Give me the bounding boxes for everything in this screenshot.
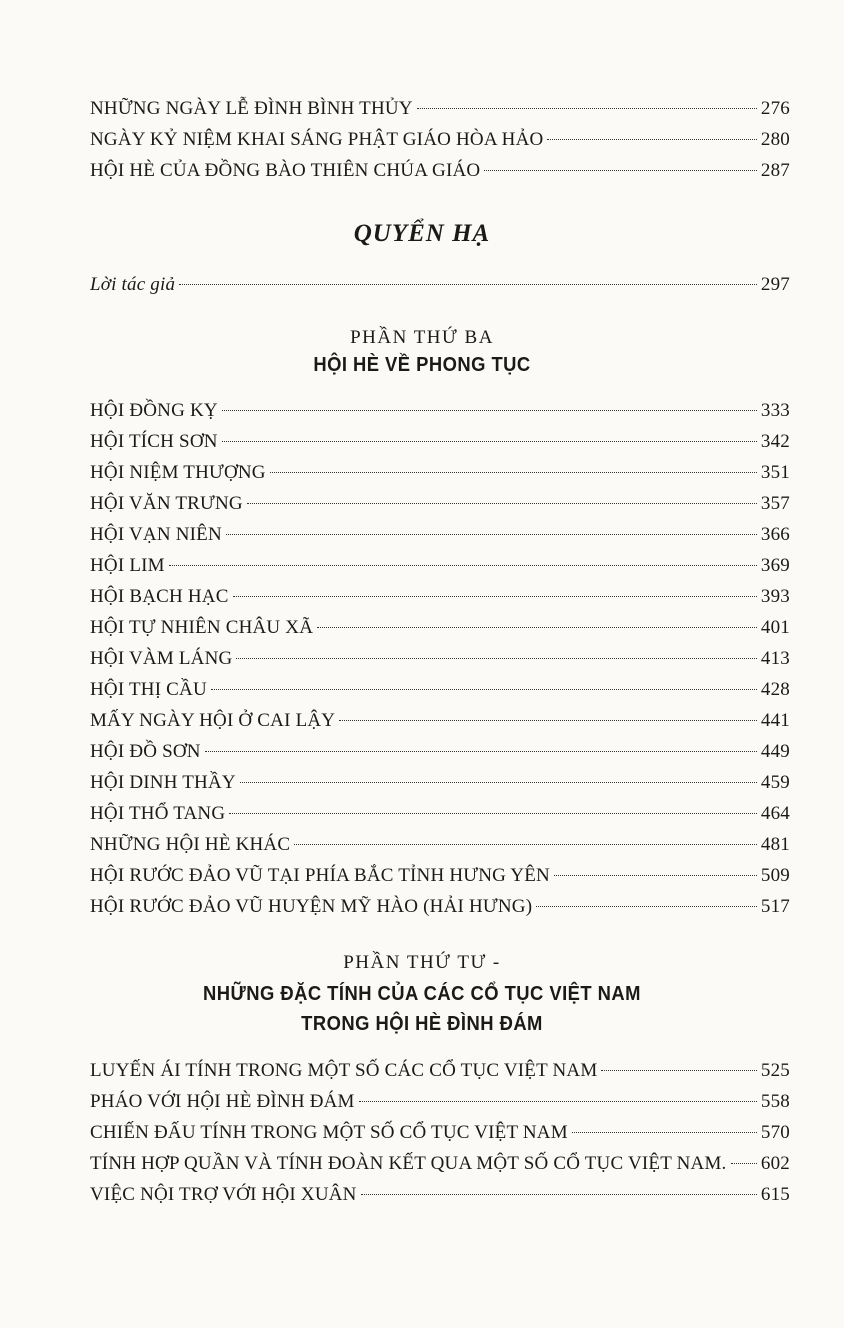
toc-entry-page: 509 xyxy=(760,865,790,886)
toc-entry-title: CHIẾN ĐẤU TÍNH TRONG MỘT SỐ CỔ TỤC VIỆT NAM xyxy=(90,1122,568,1143)
toc-entry-page: 449 xyxy=(760,741,790,762)
toc-entry-page: 517 xyxy=(760,896,790,917)
toc-entry-page: 287 xyxy=(760,160,790,181)
toc-entry[interactable] xyxy=(90,798,790,829)
dot-leader xyxy=(484,170,757,171)
dot-leader xyxy=(240,782,757,783)
part3-title: HỘI HÈ VỀ PHONG TỤC xyxy=(313,354,531,376)
toc-entry-title: NHỮNG HỘI HÈ KHÁC xyxy=(90,834,291,855)
toc-entry-title: HỘI TỰ NHIÊN CHÂU XÃ xyxy=(90,617,314,638)
toc-entry-title: HỘI RƯỚC ĐẢO VŨ HUYỆN MỸ HÀO (HẢI HƯNG) xyxy=(90,896,533,917)
toc-entry-page: 369 xyxy=(760,555,790,576)
toc-entry[interactable] xyxy=(90,1086,790,1117)
toc-entry[interactable] xyxy=(90,155,790,186)
toc-entry-title: HỘI ĐỒNG KỴ xyxy=(90,400,218,421)
toc-entry-page: 297 xyxy=(760,274,790,295)
toc-entry[interactable] xyxy=(90,550,790,581)
dot-leader xyxy=(547,139,756,140)
toc-entry-page: 558 xyxy=(760,1091,790,1112)
toc-entry[interactable] xyxy=(90,1148,790,1179)
toc-entry-page: 280 xyxy=(760,129,790,150)
toc-entry-title: HỘI THỊ CẦU xyxy=(90,679,207,700)
part4-label: PHẦN THỨ TƯ - xyxy=(343,952,501,973)
toc-entry-title: HỘI DINH THẦY xyxy=(90,772,236,793)
toc-entry-title: TÍNH HỢP QUẦN VÀ TÍNH ĐOÀN KẾT QUA MỘT SỐ CỔ TỤC VIỆT NAM. xyxy=(90,1153,727,1174)
dot-leader xyxy=(222,441,757,442)
dot-leader xyxy=(247,503,757,504)
toc-entry-title: HỘI ĐỒ SƠN xyxy=(90,741,201,762)
toc-entry-page: 570 xyxy=(760,1122,790,1143)
toc-entry[interactable] xyxy=(90,581,790,612)
toc-entry[interactable] xyxy=(90,93,790,124)
dot-leader xyxy=(359,1101,757,1102)
toc-entry-title: NGÀY KỶ NIỆM KHAI SÁNG PHẬT GIÁO HÒA HẢO xyxy=(90,129,544,150)
toc-entry-page: 413 xyxy=(760,648,790,669)
part3-label: PHẦN THỨ BA xyxy=(350,327,494,348)
toc-entry-page: 441 xyxy=(760,710,790,731)
dot-leader xyxy=(226,534,757,535)
dot-leader xyxy=(536,906,757,907)
toc-entry-page: 276 xyxy=(760,98,790,119)
toc-entry-title: MẤY NGÀY HỘI Ở CAI LẬY xyxy=(90,710,336,731)
toc-entry-page: 615 xyxy=(760,1184,790,1205)
toc-entry-title: HỘI TÍCH SƠN xyxy=(90,431,218,452)
toc-entry-title: LUYẾN ÁI TÍNH TRONG MỘT SỐ CÁC CỔ TỤC VIỆT NAM xyxy=(90,1060,598,1081)
toc-entry[interactable] xyxy=(90,426,790,457)
toc-entry-page: 342 xyxy=(760,431,790,452)
toc-entry[interactable] xyxy=(90,395,790,426)
toc-entry[interactable] xyxy=(90,767,790,798)
toc-entry-page: 459 xyxy=(760,772,790,793)
dot-leader xyxy=(229,813,757,814)
toc-entry[interactable] xyxy=(90,1117,790,1148)
toc-entry[interactable] xyxy=(90,891,790,922)
toc-entry[interactable] xyxy=(90,736,790,767)
dot-leader xyxy=(205,751,757,752)
dot-leader xyxy=(169,565,757,566)
toc-entry-page: 602 xyxy=(760,1153,790,1174)
toc-entry-title: HỘI BẠCH HẠC xyxy=(90,586,229,607)
toc-entry-title: PHÁO VỚI HỘI HÈ ĐÌNH ĐÁM xyxy=(90,1091,355,1112)
toc-part4-list xyxy=(90,1055,790,1210)
dot-leader xyxy=(179,284,757,285)
toc-entry-page: 481 xyxy=(760,834,790,855)
part4-title-line1: NHỮNG ĐẶC TÍNH CỦA CÁC CỔ TỤC VIỆT NAM xyxy=(203,983,641,1005)
book-title: QUYỂN HẠ xyxy=(353,220,491,247)
toc-entry-title: VIỆC NỘI TRỢ VỚI HỘI XUÂN xyxy=(90,1184,357,1205)
dot-leader xyxy=(317,627,757,628)
toc-entry-page: 366 xyxy=(760,524,790,545)
toc-part3-list xyxy=(90,395,790,922)
toc-entry[interactable] xyxy=(90,519,790,550)
toc-entry-title: HỘI LIM xyxy=(90,555,165,576)
toc-preface xyxy=(90,269,790,300)
dot-leader xyxy=(233,596,757,597)
toc-entry[interactable] xyxy=(90,124,790,155)
toc-entry[interactable] xyxy=(90,1055,790,1086)
dot-leader xyxy=(554,875,757,876)
dot-leader xyxy=(339,720,757,721)
part4-title-line2: TRONG HỘI HÈ ĐÌNH ĐÁM xyxy=(301,1013,543,1035)
toc-entry-title: HỘI VĂN TRƯNG xyxy=(90,493,243,514)
toc-entry-page: 333 xyxy=(760,400,790,421)
toc-entry-page: 401 xyxy=(760,617,790,638)
toc-entry-title: Lời tác giả xyxy=(90,274,176,295)
toc-entry-title: HỘI HÈ CỦA ĐỒNG BÀO THIÊN CHÚA GIÁO xyxy=(90,160,481,181)
dot-leader xyxy=(417,108,757,109)
toc-entry-page: 525 xyxy=(760,1060,790,1081)
toc-entry-title: HỘI VẠN NIÊN xyxy=(90,524,222,545)
toc-entry-page: 357 xyxy=(760,493,790,514)
toc-entry[interactable] xyxy=(90,829,790,860)
toc-entry-page: 464 xyxy=(760,803,790,824)
toc-entry[interactable] xyxy=(90,674,790,705)
dot-leader xyxy=(361,1194,757,1195)
dot-leader xyxy=(270,472,757,473)
dot-leader xyxy=(601,1070,756,1071)
dot-leader xyxy=(222,410,757,411)
toc-entry[interactable] xyxy=(90,1179,790,1210)
toc-entry[interactable] xyxy=(90,457,790,488)
toc-entry-title: NHỮNG NGÀY LỄ ĐÌNH BÌNH THỦY xyxy=(90,98,413,119)
dot-leader xyxy=(236,658,756,659)
dot-leader xyxy=(294,844,757,845)
toc-entry-page: 393 xyxy=(760,586,790,607)
toc-entry[interactable] xyxy=(90,860,790,891)
toc-entry[interactable] xyxy=(90,269,790,300)
toc-entry-title: HỘI VÀM LÁNG xyxy=(90,648,233,669)
toc-entry[interactable] xyxy=(90,643,790,674)
toc-entry[interactable] xyxy=(90,612,790,643)
toc-section-1 xyxy=(90,93,790,186)
toc-entry-page: 351 xyxy=(760,462,790,483)
dot-leader xyxy=(731,1163,757,1164)
toc-entry-title: HỘI RƯỚC ĐẢO VŨ TẠI PHÍA BẮC TỈNH HƯNG YÊN xyxy=(90,865,550,886)
toc-entry-title: HỘI NIỆM THƯỢNG xyxy=(90,462,266,483)
dot-leader xyxy=(211,689,757,690)
toc-entry[interactable] xyxy=(90,488,790,519)
toc-entry-page: 428 xyxy=(760,679,790,700)
toc-entry-title: HỘI THỔ TANG xyxy=(90,803,226,824)
toc-entry[interactable] xyxy=(90,705,790,736)
dot-leader xyxy=(572,1132,757,1133)
